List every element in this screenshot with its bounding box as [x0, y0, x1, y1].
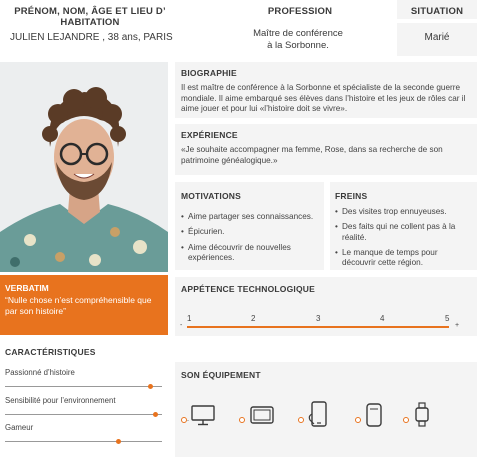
motivation-item: • Aime découvrir de nouvelles expériences.	[181, 243, 323, 264]
characteristic-label-2: Sensibilité pour l’environnement	[5, 396, 116, 405]
tech-title: APPÉTENCE TECHNOLOGIQUE	[181, 284, 316, 294]
tech-minus: -	[180, 322, 183, 329]
verbatim-quote: “Nulle chose n’est compréhensible que par son histoire”	[5, 295, 152, 317]
brake-item: • Des faits qui ne collent pas à la réalité.	[335, 222, 472, 243]
characteristic-slider-2-handle	[153, 412, 158, 417]
tech-scale-5: 5	[445, 314, 450, 323]
equipment-title: SON ÉQUIPEMENT	[181, 370, 261, 380]
header-identity-label: PRÉNOM, NOM, ÂGE ET LIEU D’ HABITATION	[14, 6, 166, 28]
identity-value: JULIEN LEJANDRE , 38 ans, PARIS	[10, 32, 173, 43]
biography-text: Il est maître de conférence à la Sorbonne et spécialiste de la seconde guerre mondiale. Il aime embarqué ses élèves dans l’histoire et les jeux de rôles car il aime jouer et pour lui «l’histoire doit se vivre».	[181, 83, 466, 113]
motivation-item: • Épicurien.	[181, 227, 323, 237]
smartwatch-icon	[413, 402, 431, 428]
experience-title: EXPÉRIENCE	[181, 130, 238, 140]
characteristic-slider-3-handle	[116, 439, 121, 444]
characteristic-slider-3	[5, 441, 162, 442]
motivations-title: MOTIVATIONS	[181, 191, 241, 201]
tech-scale-3: 3	[316, 314, 321, 323]
tech-scale-2: 2	[251, 314, 256, 323]
equipment-marker	[355, 417, 361, 423]
tablet-icon	[249, 403, 275, 427]
brake-item: • Des visites trop ennuyeuses.	[335, 207, 472, 217]
equipment-connector	[187, 420, 189, 421]
portrait-photo	[0, 62, 168, 272]
experience-text: «Je souhaite accompagner ma femme, Rose, dans sa recherche de son patrimoine généalogique.»	[181, 145, 443, 165]
header-profession-label: PROFESSION	[267, 6, 333, 17]
smart-speaker-icon	[364, 402, 384, 428]
smartphone-icon	[308, 400, 330, 428]
motivations-list	[181, 212, 323, 268]
profession-value	[228, 28, 368, 52]
characteristic-slider-1-handle	[148, 384, 153, 389]
brake-item: • Le manque de temps pour découvrir cette région.	[335, 248, 472, 269]
equipment-marker	[239, 417, 245, 423]
brakes-list	[335, 207, 472, 273]
profession-line-2: à la Sorbonne.	[267, 39, 329, 51]
equipment-marker	[403, 417, 409, 423]
equipment-marker	[298, 417, 304, 423]
characteristic-label-1: Passionné d’histoire	[5, 368, 75, 377]
verbatim-title: VERBATIM	[5, 283, 49, 293]
header-situation-label: SITUATION	[410, 6, 464, 17]
motivation-item: • Aime partager ses connaissances.	[181, 212, 323, 222]
characteristic-slider-2	[5, 414, 162, 415]
tech-bar	[187, 326, 449, 328]
tech-plus: +	[455, 322, 460, 329]
tech-scale-1: 1	[187, 314, 192, 323]
characteristics-title: CARACTÉRISTIQUES	[5, 347, 96, 357]
tech-scale-4: 4	[380, 314, 385, 323]
brakes-title: FREINS	[335, 191, 368, 201]
biography-title: BIOGRAPHIE	[181, 68, 237, 78]
characteristic-slider-1	[5, 386, 162, 387]
situation-value: Marié	[424, 32, 450, 43]
characteristic-label-3: Gameur	[5, 423, 34, 432]
profession-line-1: Maître de conférence	[253, 28, 343, 39]
portrait-illustration	[0, 62, 168, 272]
monitor-icon	[190, 403, 216, 427]
